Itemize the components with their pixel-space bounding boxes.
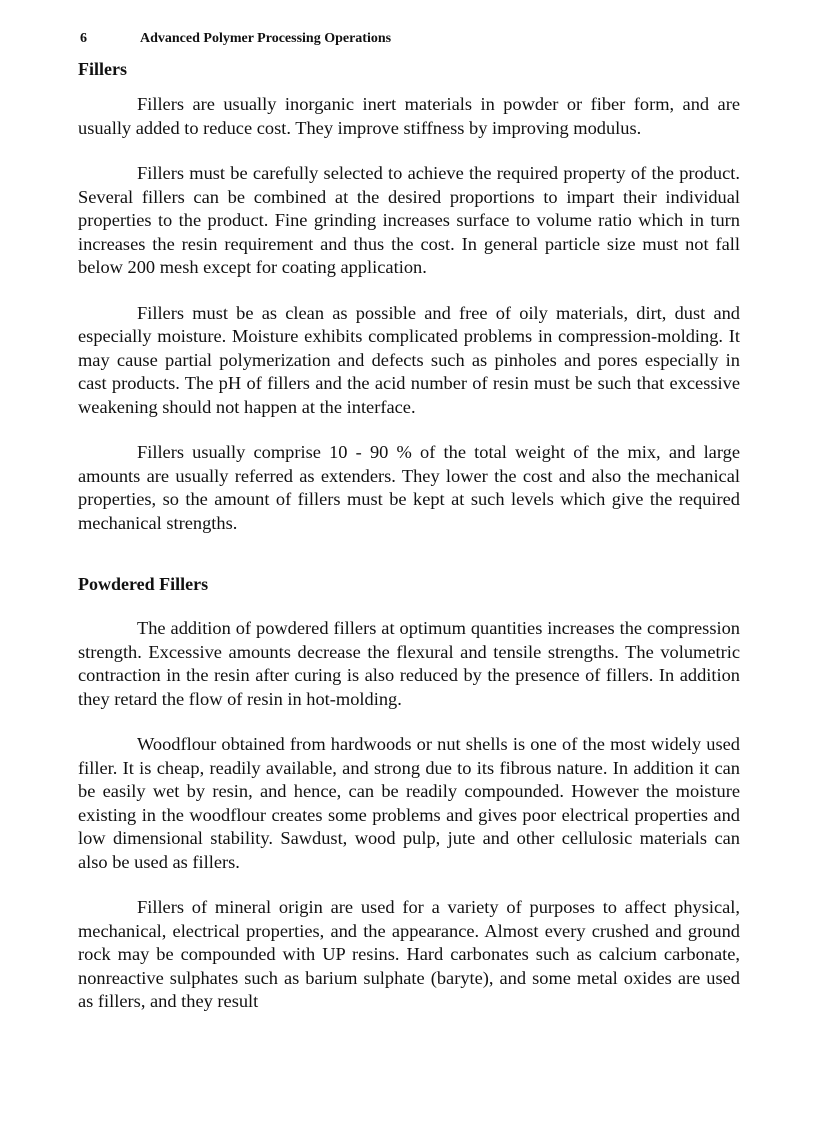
page-number: 6 xyxy=(80,31,87,46)
book-title: Advanced Polymer Processing Operations xyxy=(140,31,392,46)
paragraph: Woodflour obtained from hardwoods or nut shells is one of the most widely used filler. It is cheap, readily available, and strong due to its fibrous nature. In addition it can be easily wet by resin, and hence, can be readily compounded. However the moisture existing in the woodflour creates some problems and gives poor electrical properties and low dimensional stability. Sawdust, wood pulp, jute and other cellulosic materials can also be used as fillers. xyxy=(78,734,740,872)
section-heading-fillers: Fillers xyxy=(78,59,127,79)
paragraph: Fillers of mineral origin are used for a variety of purposes to affect physical, mechanical, electrical properties, and the appearance. Almost every crushed and ground rock may be compounded with UP resins. Hard carbonates such as calcium carbonate, nonreactive sulphates such as barium sulphate (baryte), and some metal oxides are used as fillers, and they result xyxy=(78,897,740,1011)
paragraph: Fillers must be as clean as possible and free of oily materials, dirt, dust and especially moisture. Moisture exhibits complicated problems in compression-molding. It may cause partial polymerization and defects such as pinholes and pores especially in cast products. The pH of fillers and the acid number of resin must be such that excessive weakening should not happen at the interface. xyxy=(78,302,740,417)
paragraph: The addition of powdered fillers at optimum quantities increases the compression strength. Excessive amounts decrease the flexural and tensile strengths. The volumetric contraction in the resin after curing is also reduced by the presence of fillers. In addition they retard the flow of resin in hot-molding. xyxy=(78,618,740,709)
paragraph: Fillers usually comprise 10 - 90 % of the total weight of the mix, and large amounts are usually referred as extenders. They lower the cost and also the mechanical properties, so the amount of fillers must be kept at such levels which give the required mechanical strengths. xyxy=(78,442,740,533)
section-heading-powdered-fillers: Powdered Fillers xyxy=(78,574,209,594)
paragraph: Fillers must be carefully selected to achieve the required property of the product. Several fillers can be combined at the desired proportions to impart their individual properties to the product. Fine grinding increases surface to volume ratio which in turn increases the resin requirement and thus the cost. In general particle size must not fall below 200 mesh except for coating application. xyxy=(78,163,740,277)
document-page xyxy=(78,30,740,1014)
running-header xyxy=(80,30,740,48)
paragraph: Fillers are usually inorganic inert materials in powder or fiber form, and are usually added to reduce cost. They improve stiffness by improving modulus. xyxy=(78,94,740,138)
